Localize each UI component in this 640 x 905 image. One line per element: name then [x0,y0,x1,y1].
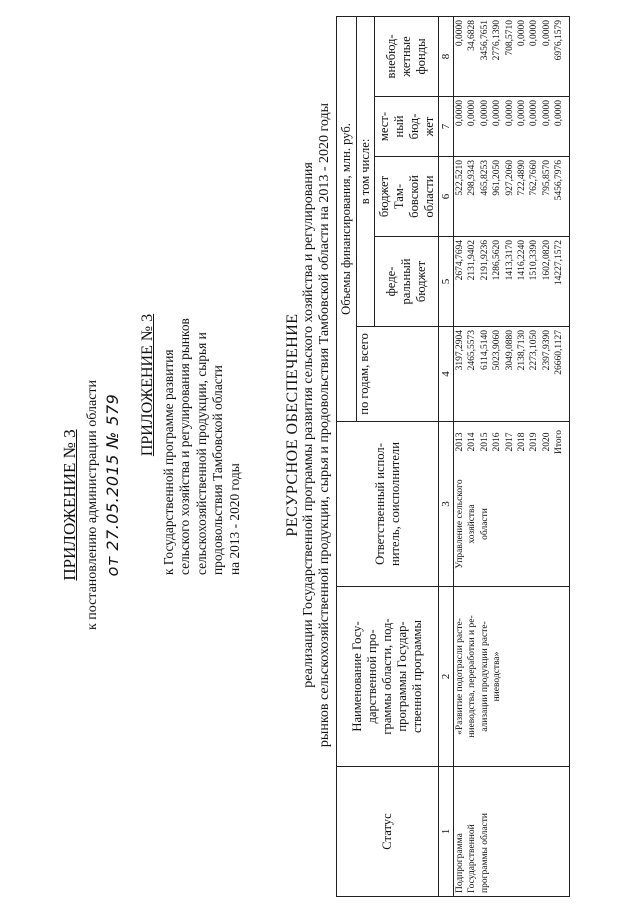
header-regional: бюджет Там- бовской области [375,157,439,237]
header-local: мест- ный бюд- жет [375,97,439,157]
appendix-program-line: сельскохозяйственной продукции, сырья и [193,332,209,575]
column-number: 1 [439,767,454,897]
row-federal-values: 2674,7694 2131,9402 2191,9236 1286,5620 1413,3170 1416,2240 1510,3390 1602,0820 14227,1572 [454,237,570,327]
column-number: 5 [439,237,454,327]
row-local-values: 0,0000 0,0000 0,0000 0,0000 0,0000 0,0000 0,0000 0,0000 0,0000 [454,97,570,157]
row-years: 2013 2014 2015 2016 2017 2018 2019 2020 Итого [455,429,565,455]
handwritten-date-number: от 27.05.2015 № 579 [103,393,122,577]
row-program-name: «Развитие подотрасли расте- ниеводства, переработки и ре- ализации продукции расте- ниеводства» [454,587,570,767]
column-number: 2 [439,587,454,767]
appendix-admin-line: к постановлению администрации области [85,379,100,631]
table-row [454,16,570,896]
header-volumes: Объемы финансирования, млн. руб. [337,16,357,421]
column-number: 3 [439,422,454,587]
column-number: 4 [439,327,454,422]
header-federal: феде- ральный бюджет [375,237,439,327]
document-title-line: реализации Государственной программы развития сельского хозяйства и регулирования [301,162,316,688]
header-status: Статус [337,767,439,897]
header-by-years: по годам, всего [357,327,439,422]
appendix-program-line: продовольствия Тамбовской области [210,365,225,575]
appendix-admin-title: ПРИЛОЖЕНИЕ № 3 [60,429,79,581]
column-number: 7 [439,97,454,157]
header-program-name: Наименование Госу- дарственной про- граммы области, под- программы Государ- ственной программы [337,587,439,767]
resource-table [336,16,570,897]
document-heading: РЕСУРСНОЕ ОБЕСПЕЧЕНИЕ [284,313,301,537]
row-regional-values: 522,5210 298,9343 465,8253 961,2050 927,2060 722,4890 762,7660 795,8570 5456,7976 [454,157,570,237]
column-number: 6 [439,157,454,237]
document-title [285,25,333,825]
header-including: в том числе: [357,16,375,326]
row-total-values: 3197,2904 2465,5573 6114,5140 5023,9060 3049,0880 2138,7130 2273,1050 2397,9390 26660,1127 [454,327,570,422]
appendix-program-line: на 2013 - 2020 годы [226,463,242,575]
row-executor-and-years: Управление сельского хозяйства области 2013 2014 2015 2016 2017 2018 2019 2020 Итого [454,422,570,587]
header-executor: Ответственный испол- нитель, соисполнители [337,422,439,587]
appendix-program-block [140,195,243,575]
appendix-program-line: сельского хозяйства и регулирования рынков [177,318,192,575]
row-status: Подпрограмма Государственной программы области [454,767,570,897]
document-title-line: рынков сельскохозяйственной продукции, сырья и продовольствия Тамбовской области на 2013 - 2020 годы [317,102,332,748]
appendix-program-title: ПРИЛОЖЕНИЕ № 3 [139,313,156,457]
row-offbudget-values: 0,0000 34,6828 3456,7651 2776,1390 708,5710 0,0000 0,0000 0,0000 6976,1579 [454,16,570,96]
header-offbudget: внебюд- жетные фонды [375,16,439,96]
column-number: 8 [439,16,454,96]
appendix-program-line: к Государственной программе развития [160,349,176,575]
